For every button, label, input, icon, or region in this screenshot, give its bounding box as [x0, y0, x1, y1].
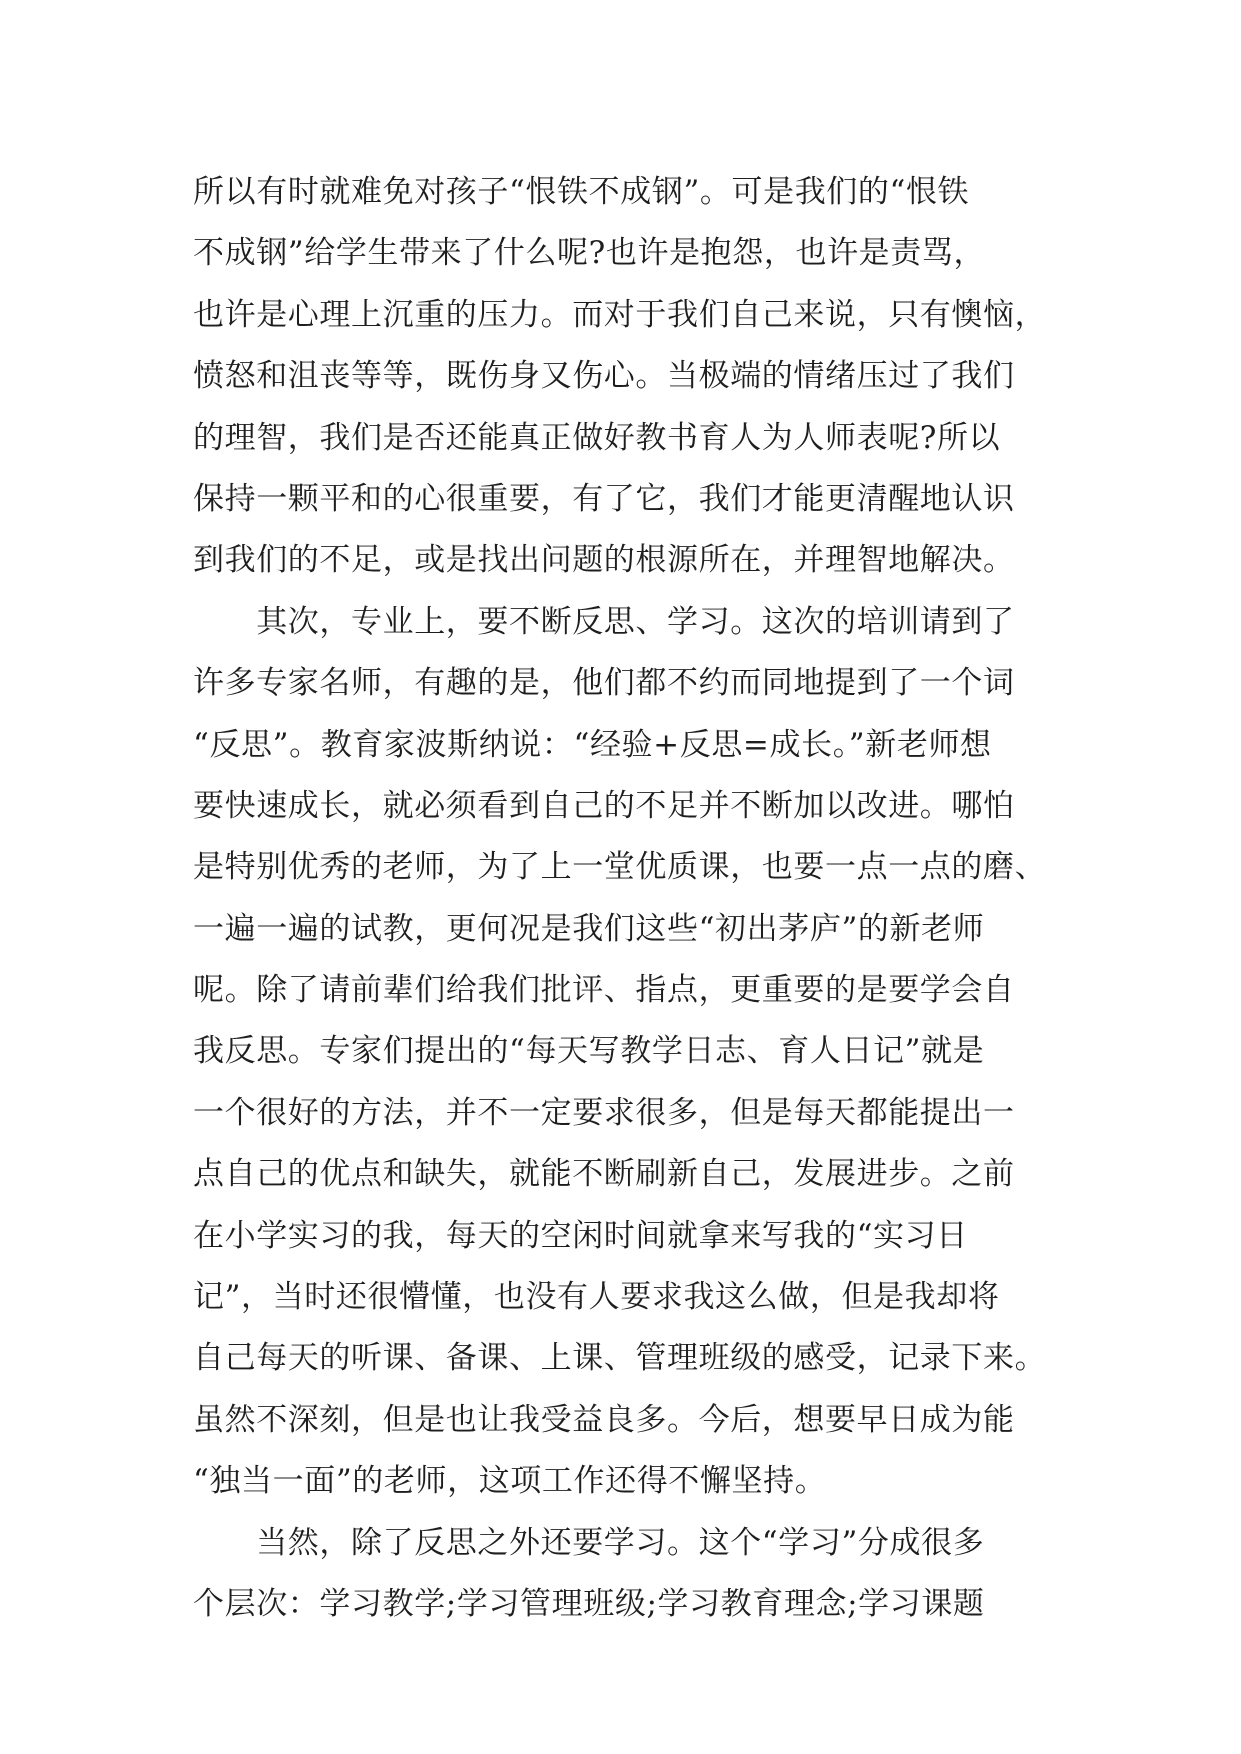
text-line: “独当一面”的老师，这项工作还得不懈坚持。: [193, 1463, 827, 1500]
text-line: 所以有时就难免对孩子“恨铁不成钢”。可是我们的“恨铁: [193, 174, 970, 210]
text-line: 记”，当时还很懵懂，也没有人要求我这么做，但是我却将: [193, 1279, 1000, 1316]
text-line: 许多专家名师，有趣的是，他们都不约而同地提到了一个词: [193, 665, 1015, 702]
text-line: 虽然不深刻，但是也让我受益良多。今后，想要早日成为能: [193, 1401, 1015, 1438]
text-line: 也许是心理上沉重的压力。而对于我们自己来说，只有懊恼，: [193, 296, 1047, 333]
body-text: [193, 162, 1053, 1635]
text-line: 保持一颗平和的心很重要，有了它，我们才能更清醒地认识: [193, 480, 1015, 517]
text-line: 我反思。专家们提出的“每天写教学日志、育人日记”就是: [193, 1033, 985, 1070]
text-line: “反思”。教育家波斯纳说：“经验+反思=成长。”新老师想: [193, 726, 992, 763]
text-line: 到我们的不足，或是找出问题的根源所在，并理智地解决。: [193, 542, 1015, 579]
text-line: 点自己的优点和缺失，就能不断刷新自己，发展进步。之前: [193, 1156, 1015, 1193]
paragraph-start-line: 其次，专业上，要不断反思、学习。这次的培训请到了: [193, 603, 1015, 640]
paragraph-start-line: 当然，除了反思之外还要学习。这个“学习”分成很多: [193, 1524, 985, 1561]
text-line: 愤怒和沮丧等等，既伤身又伤心。当极端的情绪压过了我们: [193, 358, 1015, 395]
text-line: 个层次：学习教学;学习管理班级;学习教育理念;学习课题: [193, 1585, 985, 1622]
text-line: 一遍一遍的试教，更何况是我们这些“初出茅庐”的新老师: [193, 910, 985, 947]
text-line: 要快速成长，就必须看到自己的不足并不断加以改进。哪怕: [193, 787, 1015, 824]
text-line: 一个很好的方法，并不一定要求很多，但是每天都能提出一: [193, 1094, 1015, 1131]
text-line: 不成钢”给学生带来了什么呢?也许是抱怨，也许是责骂，: [193, 235, 986, 272]
text-line: 的理智，我们是否还能真正做好教书育人为人师表呢?所以: [193, 419, 1001, 456]
text-line: 呢。除了请前辈们给我们批评、指点，更重要的是要学会自: [193, 972, 1015, 1009]
text-line: 是特别优秀的老师，为了上一堂优质课，也要一点一点的磨、: [193, 849, 1047, 886]
text-line: 自己每天的听课、备课、上课、管理班级的感受，记录下来。: [193, 1340, 1047, 1377]
text-line: 在小学实习的我，每天的空闲时间就拿来写我的“实习日: [193, 1217, 968, 1254]
